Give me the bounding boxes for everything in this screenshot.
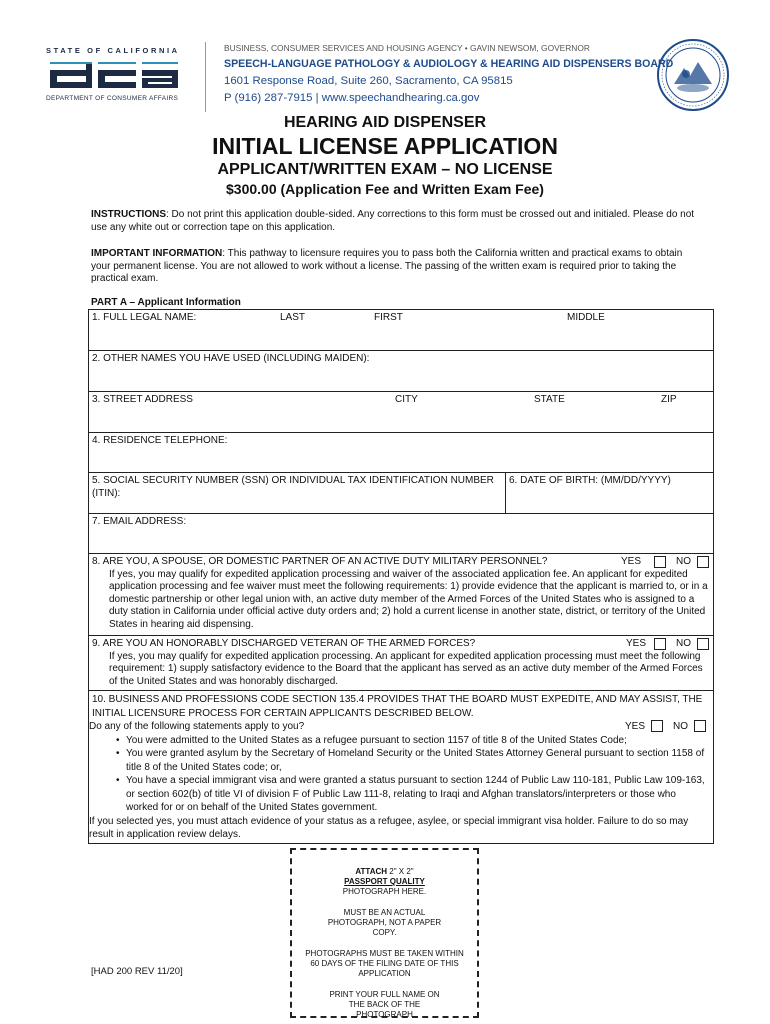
other-names-label: 2. OTHER NAMES YOU HAVE USED (INCLUDING MAIDEN): (92, 353, 370, 364)
important-label: IMPORTANT INFORMATION (91, 248, 223, 259)
q8-detail: If yes, you may qualify for expedited application processing and waiver of the associated application fee. An applicant for expedited application processing and fee waiver must meet the following requirements: 1) provide evidence that the applicant is married to, or in a domestic partnership or other legal union with, an active duty member of the Armed Forces of the United States who is assigned to a duty station in California under official active duty orders and; 2) hold a current license in another state, district, or territory of the United States in hearing aid dispensing. (109, 568, 708, 630)
board-name: SPEECH-LANGUAGE PATHOLOGY & AUDIOLOGY & HEARING AID DISPENSERS BOARD (224, 58, 674, 70)
q10-bullet-asylum: • You were granted asylum by the Secretary of Homeland Security or the United States Attorney General pursuant to section 1158 of title 8 of the United States code; or, (89, 747, 710, 774)
title-hearing-aid-dispenser: HEARING AID DISPENSER (283, 114, 487, 131)
board-address: 1601 Response Road, Suite 260, Sacramento, CA 95815 (224, 75, 513, 87)
photo-must-text: MUST BE AN ACTUAL PHOTOGRAPH, NOT A PAPER COPY. (327, 908, 442, 937)
applicant-info-form (88, 309, 714, 844)
photo-attach-label: ATTACH (355, 867, 388, 876)
q10-yes-label: YES (625, 721, 646, 732)
title-fee: $300.00 (Application Fee and Written Exam Fee) (226, 181, 544, 197)
dob-label[interactable]: 6. DATE OF BIRTH: (MM/DD/YYYY) (509, 475, 671, 486)
photo-print-text: PRINT YOUR FULL NAME ON THE BACK OF THE PHOTOGRAPH (329, 990, 440, 1019)
instructions-label: INSTRUCTIONS (91, 209, 166, 220)
field-ssn-dob (89, 473, 713, 514)
field-full-legal-name[interactable] (89, 310, 713, 351)
photo-attach-size: 2" X 2" (387, 867, 414, 876)
question-10-refugee (89, 691, 713, 843)
q8-no-checkbox[interactable] (697, 556, 709, 568)
telephone-label: 4. RESIDENCE TELEPHONE: (92, 435, 228, 446)
ssn-dob-divider (505, 473, 506, 513)
instructions-text: : Do not print this application double-sided. Any corrections to this form must be crossed out and initialed. Please do not use any white out or correction tape on this application. (91, 209, 695, 233)
agency-line: BUSINESS, CONSUMER SERVICES AND HOUSING AGENCY • GAVIN NEWSOM, GOVERNOR (224, 43, 590, 53)
photo-here-label: PHOTOGRAPH HERE. (342, 887, 427, 896)
q9-no-label: NO (676, 638, 691, 649)
question-8-military (89, 554, 713, 636)
logo-state-text: STATE OF CALIFORNIA (46, 46, 180, 55)
state-label: STATE (534, 394, 565, 405)
photo-attach-text (292, 867, 477, 897)
zip-label: ZIP (661, 394, 677, 405)
email-label: 7. EMAIL ADDRESS: (92, 516, 187, 527)
title-pathway: APPLICANT/WRITTEN EXAM – NO LICENSE (217, 161, 553, 178)
q10-yes-checkbox[interactable] (651, 720, 663, 732)
q10-question: Do any of the following statements apply to you? (89, 721, 305, 732)
title-initial-license: INITIAL LICENSE APPLICATION (212, 133, 558, 159)
q10-heading: 10. BUSINESS AND PROFESSIONS CODE SECTION 135.4 PROVIDES THAT THE BOARD MUST EXPEDITE, AND MAY ASSIST, THE INITIAL LICENSURE PROCESS FOR CERTAIN APPLICANTS DESCRIBED BELOW. (92, 694, 703, 719)
important-text: : This pathway to licensure requires you to pass both the California written and practical exams to obtain your permanent license. You are not allowed to work without a license. The passing of the written exam is required prior to taking the practical exam. (91, 248, 683, 284)
q8-yes-label: YES (621, 556, 642, 567)
photo-within-text: PHOTOGRAPHS MUST BE TAKEN WITHIN 60 DAYS OF THE FILING DATE OF THIS APPLICATION (305, 949, 464, 978)
important-paragraph (91, 248, 697, 286)
logo-dept-text: DEPARTMENT OF CONSUMER AFFAIRS (46, 95, 179, 102)
instructions-paragraph (91, 209, 697, 234)
q9-yes-checkbox[interactable] (654, 638, 666, 650)
street-address-label: 3. STREET ADDRESS (92, 394, 193, 405)
dca-logo-mark (46, 58, 184, 92)
dca-logo (46, 46, 186, 102)
city-label: CITY (395, 394, 418, 405)
q10-no-checkbox[interactable] (694, 720, 706, 732)
field-street-address[interactable] (89, 392, 713, 433)
q10-no-label: NO (673, 721, 688, 732)
board-contact: P (916) 287-7915 | www.speechandhearing.ca.gov (224, 92, 480, 104)
header-divider (205, 42, 206, 112)
field-residence-telephone[interactable] (89, 433, 713, 473)
q8-no-label: NO (676, 556, 691, 567)
q10-footer: If you selected yes, you must attach evidence of your status as a refugee, asylee, or special immigrant visa holder. Failure to do so may result in application review delays. (89, 815, 689, 840)
field-email[interactable] (89, 514, 713, 554)
q10-bullet-special-visa: • You have a special immigrant visa and were granted a status pursuant to section 1244 of Public Law 110-181, Public Law 109-163, or section 602(b) of title VI of division F of Public Law 111-8, relating to Iraqi and Afghan translators/interpreters or those who worked for or on behalf of the United States government. (89, 774, 710, 815)
q9-detail: If yes, you may qualify for expedited application processing. An applicant for expedited application processing must meet the following requirement: 1) supply satisfactory evidence to the Board that the applicant has served as an active duty member of the Armed Forces of the United States and was honorably discharged. (109, 650, 703, 687)
q9-question: 9. ARE YOU AN HONORABLY DISCHARGED VETERAN OF THE ARMED FORCES? (92, 638, 476, 649)
q8-question-line (92, 556, 710, 569)
letterhead (0, 0, 770, 118)
question-9-veteran (89, 636, 713, 691)
state-seal-icon (656, 38, 730, 112)
q10-bullet-refugee: • You were admitted to the United States as a refugee pursuant to section 1157 of title 8 of the United States Code; (89, 734, 710, 748)
q9-no-checkbox[interactable] (697, 638, 709, 650)
field-other-names[interactable] (89, 351, 713, 392)
q8-yes-checkbox[interactable] (654, 556, 666, 568)
ssn-label[interactable]: 5. SOCIAL SECURITY NUMBER (SSN) OR INDIVIDUAL TAX IDENTIFICATION NUMBER (ITIN): (92, 475, 494, 499)
form-revision: [HAD 200 REV 11/20] (91, 966, 183, 977)
q9-yes-label: YES (626, 638, 647, 649)
q10-question-line (89, 720, 710, 734)
full-name-label: 1. FULL LEGAL NAME: (92, 312, 197, 323)
q8-question: 8. ARE YOU, A SPOUSE, OR DOMESTIC PARTNER OF AN ACTIVE DUTY MILITARY PERSONNEL? (92, 556, 548, 567)
q9-question-line (92, 638, 710, 651)
part-a-heading: PART A – Applicant Information (91, 297, 241, 308)
passport-photo-box[interactable] (290, 848, 479, 1018)
middle-name-label: MIDDLE (567, 312, 605, 323)
last-name-label: LAST (280, 312, 306, 323)
first-name-label: FIRST (374, 312, 403, 323)
photo-quality-label: PASSPORT QUALITY (344, 877, 425, 886)
